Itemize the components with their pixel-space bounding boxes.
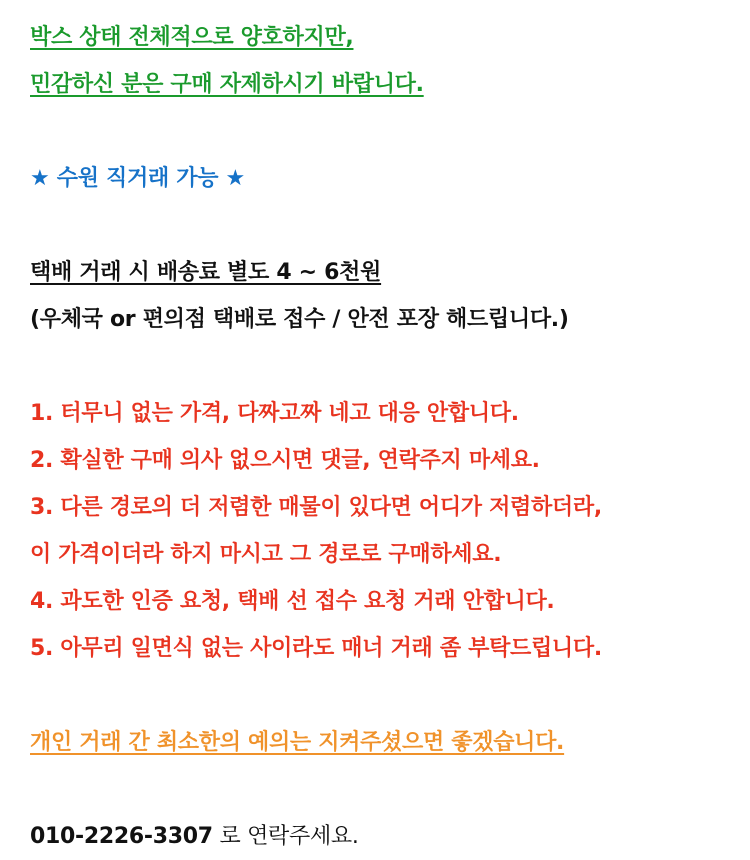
shipping-method-notice: (우체국 or 편의점 택배로 접수 / 안전 포장 해드립니다.) (30, 307, 569, 332)
contact-phone-number[interactable]: 010-2226-3307 (30, 824, 213, 849)
spacer (30, 672, 750, 719)
direct-trade-notice: ★ 수원 직거래 가능 ★ (30, 166, 245, 191)
spacer (30, 108, 750, 155)
rule-item: 1. 터무니 없는 가격, 다짜고짜 네고 대응 안합니다. (30, 401, 519, 426)
rule-item: 4. 과도한 인증 요청, 택배 선 접수 요청 거래 안합니다. (30, 589, 555, 614)
contact-suffix: 로 연락주세요. (212, 824, 359, 849)
rule-item: 5. 아무리 일면식 없는 사이라도 매너 거래 좀 부탁드립니다. (30, 636, 602, 661)
rule-item: 2. 확실한 구매 의사 없으시면 댓글, 연락주지 마세요. (30, 448, 540, 473)
rules-list (30, 390, 750, 672)
rule-item: 3. 다른 경로의 더 저렴한 매물이 있다면 어디가 저렴하더라, (30, 495, 602, 520)
contact-line (30, 813, 750, 860)
shipping-fee-notice: 택배 거래 시 배송료 별도 4 ~ 6천원 (30, 260, 382, 285)
spacer (30, 766, 750, 813)
condition-notice-line-2: 민감하신 분은 구매 자제하시기 바랍니다. (30, 72, 424, 97)
courtesy-notice: 개인 거래 간 최소한의 예의는 지켜주셨으면 좋겠습니다. (30, 730, 565, 755)
rule-item: 이 가격이더라 하지 마시고 그 경로로 구매하세요. (30, 542, 502, 567)
condition-notice-line-1: 박스 상태 전체적으로 양호하지만, (30, 25, 354, 50)
spacer (30, 343, 750, 390)
spacer (30, 202, 750, 249)
